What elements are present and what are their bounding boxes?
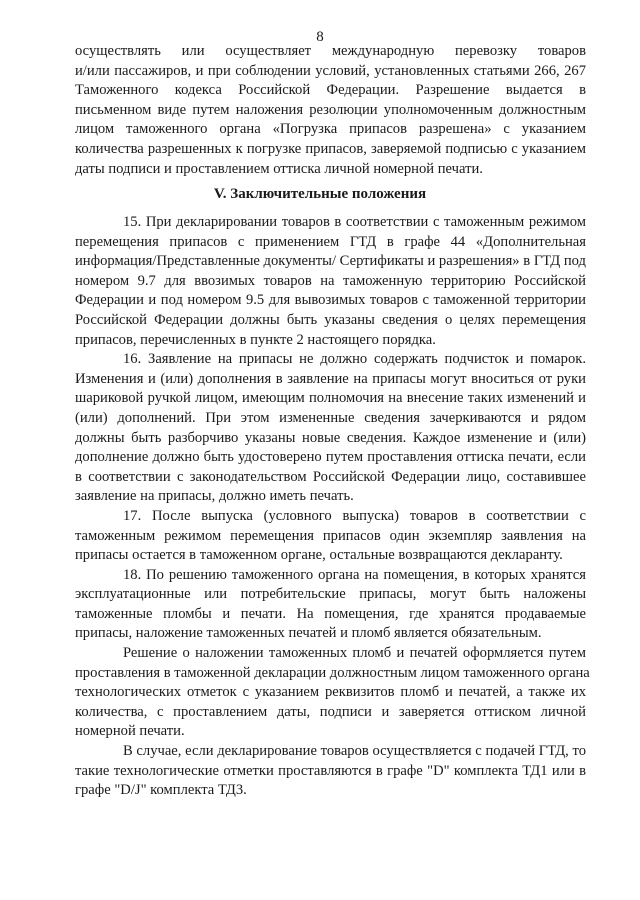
text-line: 18. По решению таможенного органа на помещения, в которых хранятся [123,566,586,583]
text-line: должны быть разборчиво указаны новые сведения. Каждое изменение и (или) [75,429,586,446]
text-line: дополнение должно быть удостоверено путем проставления оттиска печати, если [75,449,586,466]
text-line: (или) дополнений. При этом измененные сведения зачеркиваются и рядом [75,409,586,426]
text-line: 17. После выпуска (условного выпуска) товаров в соответствии с [123,507,586,524]
text-line: номерной печати. [75,723,185,740]
text-line: 16. Заявление на припасы не должно содержать подчисток и помарок. [123,351,586,368]
paragraph-4 [75,566,586,644]
text-line: перемещения припасов с применением ГТД в графе 44 «Дополнительная [75,233,586,250]
text-line: эксплуатационные или потребительские припасы, могут быть наложены [75,586,586,603]
paragraph-6 [75,742,586,801]
paragraph-3 [75,507,586,566]
text-line: заявление на припасы, должно иметь печать. [75,488,354,505]
text-line: лицом таможенного органа «Погрузка припасов разрешена» с указанием [75,121,586,138]
text-line: Таможенного кодекса Российской Федерации. Разрешение выдается в [75,82,586,99]
text-line: шариковой ручкой лицом, имеющим полномочия на внесение таких изменений и [75,390,586,407]
text-line: Решение о наложении таможенных пломб и печатей оформляется путем [123,645,586,662]
intro-paragraph [75,42,586,179]
text-line: 15. При декларировании товаров в соответствии с таможенным режимом [123,214,586,230]
text-line: таможенным режимом перемещения припасов один экземпляр заявления на [75,527,586,544]
section-heading: V. Заключительные положения [213,186,427,202]
text-line: припасы остается в таможенном органе, остальные возвращаются декларанту. [75,547,563,564]
text-line: номером 9.7 для ввозимых товаров на таможенную территорию Российской [75,272,586,289]
text-line: даты подписи и проставлением оттиска личной номерной печати. [75,160,483,177]
text-line: В случае, если декларирование товаров осуществляется с подачей ГТД, то [123,743,586,760]
page-number: 8 [316,29,324,45]
text-line: Российской Федерации должны быть указаны сведения о целях перемещения [75,311,586,328]
text-line: и/или пассажиров, и при соблюдении условий, установленных статьями 266, 267 [75,62,586,79]
text-line: письменном виде путем наложения резолюции уполномоченным должностным [75,101,586,118]
text-line: в соответствии с законодательством Российской Федерации лицо, составившее [75,468,586,485]
text-line: Изменения и (или) дополнения в заявление на припасы могут вноситься от руки [75,370,586,387]
paragraph-5 [75,644,590,742]
paragraph-2 [75,350,586,507]
text-line: технологических отметок с указанием реквизитов пломб и печатей, а также их [75,684,586,701]
paragraph-1 [75,213,586,350]
text-line: такие технологические отметки проставляются в графе "D" комплекта ТД1 или в [75,762,586,779]
text-line: количества, с проставлением даты, подписи и заверяется оттиском личной [75,703,586,720]
text-line: припасов, перечисленных в пункте 2 настоящего порядка. [75,331,436,348]
text-line: информация/Представленные документы/ Сертификаты и разрешения» в ГТД под [75,253,586,270]
text-line: проставления в таможенной декларации должностным лицом таможенного органа [75,664,590,681]
text-line: Федерации и под номером 9.5 для вывозимых товаров с таможенной территории [75,292,586,309]
text-line: количества разрешенных к погрузке припасов, заверяемой подписью с указанием [75,140,586,157]
text-line: графе "D/J" комплекта ТД3. [75,782,247,799]
text-line: припасы, наложение таможенных печатей и пломб является обязательным. [75,625,542,642]
document-body [75,213,590,801]
text-line: осуществлять или осуществляет международную перевозку товаров [75,43,586,59]
text-line: таможенные пломбы и печати. На помещения, где хранятся продаваемые [75,605,586,622]
